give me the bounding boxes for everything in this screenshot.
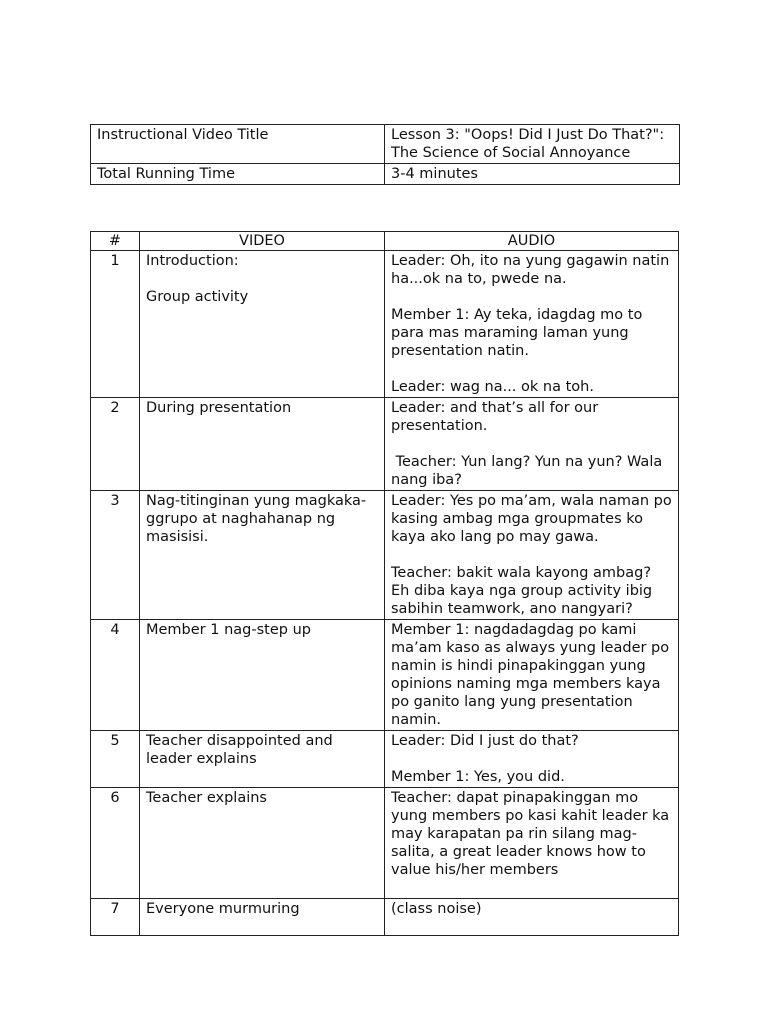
video-cell: Member 1 nag-step up [140,620,385,731]
row-number: 6 [91,788,140,899]
runtime-value: 3-4 minutes [385,164,680,185]
audio-cell: Teacher: dapat pinapakinggan mo yung members po kasi kahit leader ka may karapatan pa rin silang mag-salita, a great leader knows how to value his/her members [385,788,679,899]
row-number: 2 [91,398,140,491]
video-cell: Nag-titinginan yung magkaka-ggrupo at naghahanap ng masisisi. [140,491,385,620]
row-number: 5 [91,731,140,788]
audio-cell: Member 1: nagdadagdag po kami ma’am kaso as always yung leader po namin is hindi pinapakinggan yung opinions naming mga members kaya po ganito lang yung presentation namin. [385,620,679,731]
video-cell: Teacher explains [140,788,385,899]
column-header-video: VIDEO [140,232,385,251]
title-row [91,125,680,164]
table-row [91,788,679,899]
audio-cell: Leader: Did I just do that? Member 1: Yes, you did. [385,731,679,788]
video-info-table [90,124,680,185]
video-cell: Teacher disappointed and leader explains [140,731,385,788]
title-label: Instructional Video Title [91,125,385,164]
row-number: 4 [91,620,140,731]
video-cell: During presentation [140,398,385,491]
title-value: Lesson 3: "Oops! Did I Just Do That?": The Science of Social Annoyance [385,125,680,164]
table-row [91,620,679,731]
table-row [91,491,679,620]
table-row [91,731,679,788]
table-row [91,251,679,398]
row-number: 7 [91,899,140,936]
column-header-number: # [91,232,140,251]
audio-cell: (class noise) [385,899,679,936]
runtime-label: Total Running Time [91,164,385,185]
audio-cell: Leader: Yes po ma’am, wala naman po kasing ambag mga groupmates ko kaya ako lang po may gawa. Teacher: bakit wala kayong ambag? Eh diba kaya nga group activity ibig sabihin teamwork, ano nangyari? [385,491,679,620]
script-header-row [91,232,679,251]
audio-cell: Leader: Oh, ito na yung gagawin natin ha...ok na to, pwede na. Member 1: Ay teka, idagdag mo to para mas maraming laman yung presentation natin. Leader: wag na... ok na toh. [385,251,679,398]
script-table [90,231,679,936]
audio-cell: Leader: and that’s all for our presentation. Teacher: Yun lang? Yun na yun? Wala nang iba? [385,398,679,491]
column-header-audio: AUDIO [385,232,679,251]
video-cell: Introduction: Group activity [140,251,385,398]
runtime-row [91,164,680,185]
table-row [91,398,679,491]
table-row [91,899,679,936]
video-cell: Everyone murmuring [140,899,385,936]
row-number: 3 [91,491,140,620]
row-number: 1 [91,251,140,398]
